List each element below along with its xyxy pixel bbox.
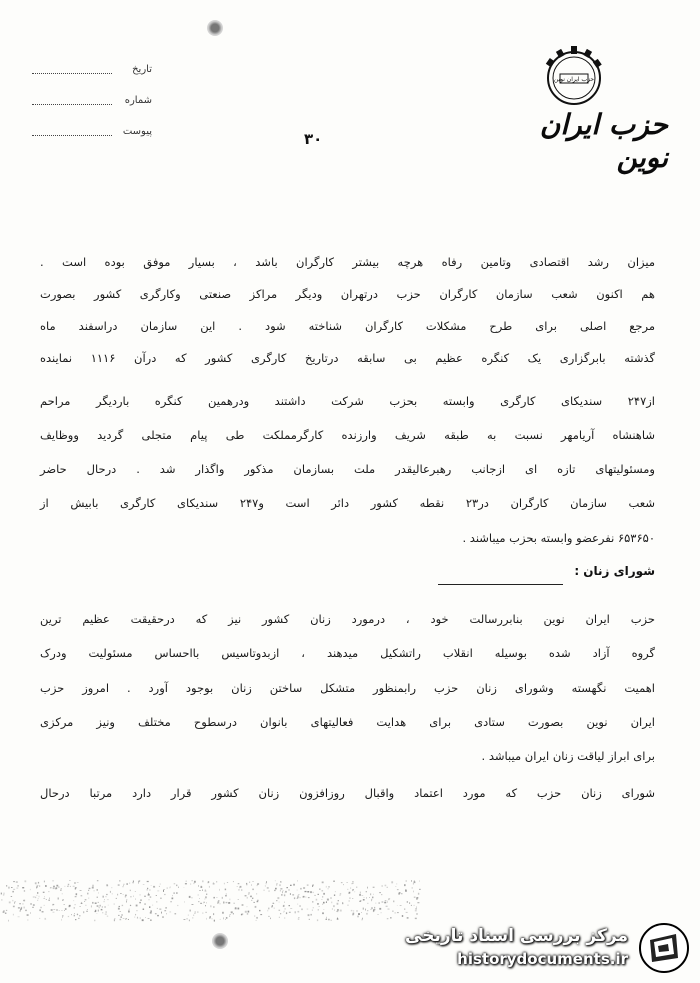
emblem-text: حزب ایران نوین bbox=[553, 76, 595, 83]
text-line: هم اکنون شعب سازمان کارگران حزب درتهران ودیگر مراکز صنعتی وکارگری کشور بصورت bbox=[40, 287, 655, 301]
text-line: حزب ایران نوین بنابررسالت خود ، درمورد زنان کشور نیز که درحقیقت عظیم ترین bbox=[40, 612, 655, 626]
heading-underline bbox=[438, 584, 563, 585]
page-number: ۳۰ bbox=[304, 130, 323, 148]
date-label: تاریخ bbox=[132, 64, 152, 75]
text-line: گروه آزاد شده بوسیله انقلاب راتشکیل میدهند ، ازبدوتاسیس بااحساس مسئولیت ودرک bbox=[40, 646, 655, 660]
text-line: مرجع اصلی برای طرح مشکلات کارگران شناخته شود . این سازمان دراسفند ماه bbox=[40, 319, 655, 333]
document-body bbox=[40, 0, 655, 983]
number-label: شماره bbox=[124, 95, 152, 106]
text-line: گذشته بابرگزاری یک کنگره عظیم بی سابقه درتاریخ کارگری کشور که درآن ۱۱۱۶ نماینده bbox=[40, 351, 655, 365]
section-heading: شورای زنان : bbox=[574, 564, 655, 578]
text-line: میزان رشد اقتصادی وتامین رفاه هرچه بیشتر کارگران باشد ، بسیار موفق بوده است . bbox=[40, 255, 655, 269]
text-line: از۲۴۷ سندیکای کارگری وابسته بحزب شرکت داشتند ودرهمین کنگره باردیگر مراحم bbox=[40, 394, 655, 408]
text-line: شعب سازمان کارگران در۲۳ نقطه کشور دائر است و۲۴۷ سندیکای کارگری بابیش از bbox=[40, 496, 655, 510]
text-line: شاهنشاه آریامهر نسبت به طبقه شریف وارزنده کارگرمملکت طی پیام متجلی گردید ووظایف bbox=[40, 428, 655, 442]
text-line: ایران نوین بصورت ستادی برای هدایت فعالیتهای بانوان درسطوح مختلف ونیز مرکزی bbox=[40, 715, 655, 729]
text-line: اهمیت نگهسته وشورای زنان حزب رابمنظور متشکل ساختن زنان بوجود آورد . امروز حزب bbox=[40, 681, 655, 695]
watermark bbox=[400, 918, 700, 978]
watermark-site: historydocuments.ir bbox=[457, 950, 628, 968]
text-line: ۶۵۳۶۵۰ نفرعضو وابسته بحزب میباشند . bbox=[462, 531, 655, 545]
text-line: برای ابراز لیاقت زنان ایران میباشد . bbox=[481, 749, 655, 763]
text-line: ومسئولیتهای تازه ای ازجانب رهبرعالیقدر ملت بسازمان مذکور واگذار شد . درحال حاضر bbox=[40, 462, 655, 476]
text-line: شورای زنان حزب که مورد اعتماد واقبال روزافزون زنان کشور قرار دارد مرتبا درحال bbox=[40, 786, 655, 800]
attachment-label: پیوست bbox=[122, 126, 152, 137]
party-letterhead-title: حزب ایران نوین bbox=[539, 108, 668, 174]
watermark-logo-icon bbox=[638, 922, 690, 974]
watermark-org: مرکز بررسی اسناد تاریخی bbox=[405, 926, 628, 946]
